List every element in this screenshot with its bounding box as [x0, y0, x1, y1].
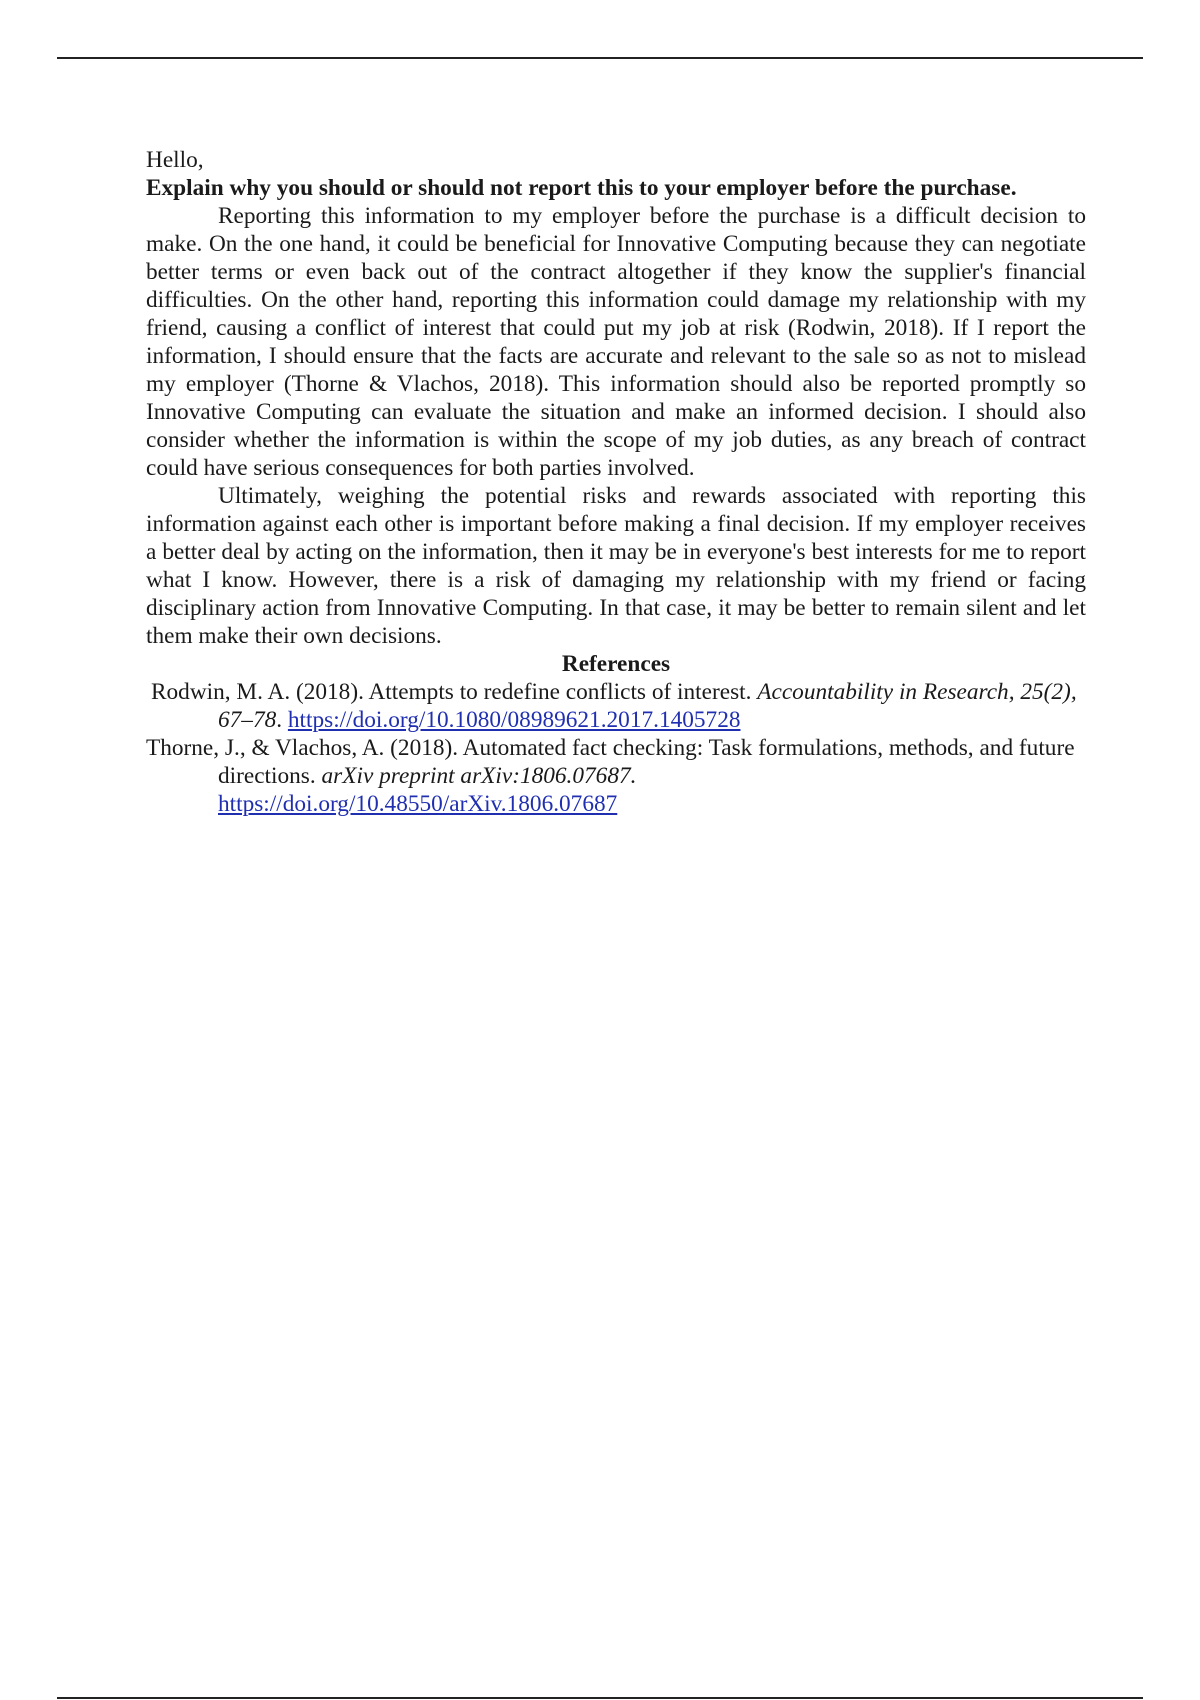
top-rule	[57, 57, 1143, 59]
paragraph-1: Reporting this information to my employer before the purchase is a difficult decision to make. On the one hand, it could be beneficial for Innovative Computing because they can negotiate better terms or even back out of the contract altogether if they know the supplier's financial difficulties. On the other hand, reporting this information could damage my relationship with my friend, causing a conflict of interest that could put my job at risk (Rodwin, 2018). If I report the information, I should ensure that the facts are accurate and relevant to the sale so as not to mislead my employer (Thorne & Vlachos, 2018). This information should also be reported promptly so Innovative Computing can evaluate the situation and make an informed decision. I should also consider whether the information is within the scope of my job duties, as any breach of contract could have serious consequences for both parties involved.	[146, 203, 1086, 481]
reference-doi-link[interactable]: https://doi.org/10.48550/arXiv.1806.07687	[218, 791, 618, 817]
paragraph-2: Ultimately, weighing the potential risks and rewards associated with reporting this information against each other is important before making a final decision. If my employer receives a better deal by acting on the information, then it may be in everyone's best interests for me to report what I know. However, there is a risk of damaging my relationship with my friend or facing disciplinary action from Innovative Computing. In that case, it may be better to remain silent and let them make their own decisions.	[146, 483, 1086, 649]
question-heading: Explain why you should or should not report this to your employer before the purchase.	[146, 175, 1017, 201]
reference-text: Rodwin, M. A. (2018). Attempts to redefine conflicts of interest.	[151, 679, 758, 705]
reference-journal: arXiv preprint arXiv:1806.07687.	[321, 763, 637, 789]
reference-separator: .	[276, 707, 288, 733]
reference-rodwin	[146, 678, 1086, 734]
greeting: Hello,	[146, 147, 204, 173]
reference-journal: Accountability in Research, 25(2), 67–78	[218, 679, 1077, 733]
reference-thorne	[146, 734, 1086, 818]
document-body	[146, 146, 1086, 818]
bottom-rule	[57, 1697, 1143, 1699]
references-heading: References	[561, 651, 671, 677]
reference-doi-link[interactable]: https://doi.org/10.1080/08989621.2017.1405728	[287, 707, 741, 733]
reference-text: Thorne, J., & Vlachos, A. (2018). Automated fact checking: Task formulations, methods, and future directions.	[146, 735, 1075, 789]
